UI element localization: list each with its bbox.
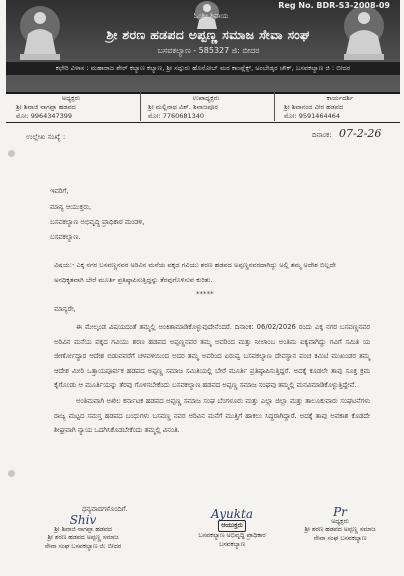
bearer-name: ಶ್ರೀ ಶಿವಾಜಿ ನಾಗಪ್ಪಾ ಹಡಪದ [16, 103, 76, 111]
bearer-title: ಅಧ್ಯಕ್ಷರು [61, 94, 81, 102]
signature-line: ಶ್ರೀ ಶಿವಾಜಿ ನಾಗಪ್ಪಾ ಹಡಪದ [54, 525, 112, 533]
recipient-line-3: ಬಸವಕಲ್ಯಾಣ. [50, 233, 81, 241]
body-paragraph: ಈ ಮೇಲ್ಕಂಡ ವಿಷಯದಂತೆ ತಮ್ಮಲ್ಲಿ ಅಂಕಿತಾಮಾಡಿಕೊಳ್ಳುವುದೇನೆಂದರೆ. ದಿನಾಂಕ: 06/02/2026 ರಂದು ಎಕ್ಕ ನಗರ ಬಸವಣ್ಣನವರ ಅರಿವಿನ ಮನೆಯ ಪಕ್ಕದ ಗವಿಯು ಶರಣ ಹಡಪದ ಅಪ್ಪಣ್ಣನವರ ತಮ್ಮ ಅವರಿಂದ ಮತ್ತು ನೀಲಾಂಬ ಅಂತಿಮ ಐಕ್ಯವಾಗಿದ್ದು ಗವಿಗೆ ಸಮಿತಿ ಯ ಜೀರ್ಣೋದ್ಧಾರ ಆದೇಶ ಬಿಡುವವರೆಗೆ ಚಳವಳಿಯಿಂದ ಅದರ ತಮ್ಮ ಅವರಿಂದ ಏರುವ್ವ ಬಸವಕಲ್ಯಾಣ ದೇವಸ್ಥಾನ ಪಂಚ ಕಮಿಟಿ ಮುಖಂಡರ ತಮ್ಮ ಆದೇಶ ಮೀರಿ ಒತ್ತಾಯಪೂರ್ವಕ ಹಡಪದ ಅಪ್ಪಣ್ಣ ಸಮಾಜ ಸಮಿತಿಯಲ್ಲಿ ಬೇರೆ ಮೂರ್ತಿ ಪ್ರತಿಷ್ಠಾಪಿಸುತ್ತಿದ್ದರೆ. ಅದಕ್ಕೆ ಕೂಡಲೇ ತಾವು ಸೂಕ್ತ ಕ್ರಮ ಕೈಗೊಂಡು ಆ ಮೂರ್ತಿಯನ್ನು ತೆರವು ಗೊಳಿಸಬೇಕೆಂದು ಬಸವಕಲ್ಯಾಣ ಹಡಪದ ಅಪ್ಪಣ್ಣ ಸಮಾಜ ಸಂಘವು ತಮ್ಮಲ್ಲಿ ಮನವಿಮಾಡಿಕೊಳ್ಳುತ್ತಿದ್ದೇವೆ. [54, 323, 370, 390]
bearer-phone: ಮೋ: 7760681340 [148, 112, 205, 120]
signature-line: ಸೇವಾ ಸಂಘ ಬಸವಕಲ್ಯಾಣ ಜಿ: ಬೀದರ [44, 542, 122, 550]
recipient-line-1: ಮಾನ್ಯ ಆಯುಕ್ತರು, [50, 203, 92, 211]
signature-line: ಬಸವಕಲ್ಯಾಣ [218, 540, 246, 548]
body-paragraph: ಅಂತಿಮವಾಗಿ ಅಖಿಲ ಕರ್ನಾಟಕ ಹಡಪದ ಅಪ್ಪಣ್ಣ ಸಮಾಜ ಸಂಘ ಬೆಂಗಳೂರು ಮತ್ತು ಎಲ್ಲಾ ಜಿಲ್ಲಾ ಮತ್ತು ತಾಲೂಕುವಾರು ಸಂಘಟನೆಗಳು ರಾಜ್ಯ ಮಟ್ಟದ ಸಮಸ್ತ ಹಡಪದ ಬಂಧುಗಳು ಬಸವಣ್ಣ ನವರ ಅರಿವಿನ ಮನೆಗೆ ಮುತ್ತಿಗೆ ಹಾಕಲು ಸಿದ್ಧರಾಗಿದ್ದಾರೆ. ಅದಕ್ಕೆ ತಾವು ಅವಕಾಶ ಕೊಡದೇ ಶೀಘ್ರವಾಗಿ ನ್ಯಾಯ ಒದಗಿಸಿಕೊಡಬೇಕೆಂದು ತಮ್ಮಲ್ಲಿ ವಿನಂತಿ. [54, 396, 370, 435]
salutation: ಮಾನ್ಯರೇ, [54, 305, 76, 313]
office-bearers [6, 92, 400, 123]
bearer-name: ಶ್ರೀ ಶಿವಾನಂದ ವೀರ ಹಡಪದ [284, 103, 344, 111]
recipient-line-2: ಬಸವಕಲ್ಯಾಣ ಅಭಿವೃದ್ಧಿ ಪ್ರಾಧಿಕಾರ ಮಂಡಳಿ, [50, 218, 145, 226]
signature-line: ಶ್ರೀ ಶರಣ ಹಡಪದ ಅಪ್ಪಣ್ಣ ಸಮಾಜ [47, 534, 119, 541]
bearer-president [16, 94, 126, 121]
signature-scrawl: Pr [333, 505, 347, 519]
saint-figure-right [336, 4, 392, 62]
divider [140, 92, 141, 121]
official-stamp: ಆಯುಕ್ತರು [218, 520, 246, 533]
signature-title: ಅಧ್ಯಕ್ಷರು [331, 517, 349, 525]
bearer-phone: ಮೋ: 9964347399 [16, 112, 73, 120]
saint-figure-left [12, 4, 68, 62]
signature-block-right [288, 505, 392, 543]
bearer-vice-president [148, 94, 264, 121]
recipient-to: ಇವರಿಗೆ, [50, 187, 69, 195]
reference-number-label: ಉಲ್ಲೇಖ ಸಂಖ್ಯೆ : [26, 133, 66, 141]
signature-block-center [176, 507, 288, 549]
letter-body [54, 320, 370, 439]
bearer-secretary [284, 94, 396, 121]
signature-line: ಸೇವಾ ಸಂಘ ಬಸವಕಲ್ಯಾಣ [313, 534, 367, 542]
organization-city: ಬಸವಕಲ್ಯಾಣ - 585327 ಜಿ: ಬೀದರ [157, 46, 260, 55]
separator-stars: ***** [196, 290, 214, 298]
letter-subject: ವಿಷಯ:- ಎಕ್ಕ ನಗರ ಬಸವಣ್ಣನವರ ಅರಿವಿನ ಮನೆಯ ಪಕ್ಕದ ಗವಿಯು ಶರಣ ಹಡಪದ ಅಪ್ಪಣ್ಣನವರದಾಗಿದ್ದು ಅಲ್ಲಿ ತಮ್ಮ ಅದೇಶ ಬಿಲ್ಲದೇ ಅನಧಿಕೃತವಾಗಿ ಬೇರೆ ಮೂರ್ತಿ ಪ್ರತಿಷ್ಠಾಪಿಸುತ್ತಿದ್ದನ್ನು ತೆರವುಗೊಳಿಸುವ ಕುರಿತು. [54, 261, 336, 284]
divider [274, 92, 275, 121]
punch-hole [8, 150, 15, 157]
date-value: 07-2-26 [339, 127, 382, 140]
signature-scrawl: Shiv [69, 513, 97, 527]
closing: ಧನ್ಯವಾದಗಳೊಂದಿಗೆ. [82, 505, 128, 513]
bearer-name: ಶ್ರೀ ಮಲ್ಲಿನಾಥ ವಿಶ್. ಶಿವಾಜಪೂರ [148, 103, 218, 111]
bearer-title: ಉಪಾಧ್ಯಕ್ಷರು [192, 94, 220, 102]
signature-block-left [28, 513, 138, 551]
punch-hole [8, 470, 15, 477]
deity-caption: ಓಂಶ್ರೀ ಶಿವಾಯ [193, 12, 229, 20]
signature-scrawl: Ayukta [211, 507, 253, 521]
registration-number: Reg No. BDR-S3-2008-09 [278, 1, 390, 10]
organization-name: ಶ್ರೀ ಶರಣ ಹಡಪದ ಅಪ್ಪಣ್ಣ ಸಮಾಜ ಸೇವಾ ಸಂಘ [106, 27, 310, 42]
letterhead [6, 0, 400, 94]
bearer-title: ಕಾರ್ಯದರ್ಶಿ [326, 94, 354, 102]
date-label: ದಿನಾಂಕ: [312, 131, 332, 139]
signature-line: ಶ್ರೀ ಶರಣ ಹಡಪದ ಅಪ್ಪಣ್ಣ ಸಮಾಜ [304, 526, 376, 533]
bearer-phone: ಮೋ: 9591464464 [284, 112, 341, 120]
office-address: ಕಛೇರಿ ವಿಳಾಸ : ಮಹಾರಾಜ ಶೇರ್ ಕಲ್ಯಾಣ ಕಲ್ಯಾಣ, ಶ್ರೀ ಸದ್ಗುರು ಹೊನೋಬ್ ಮಠ ಕಾಂಪ್ಲೆಕ್ಸ್, ಅಂಬೇಡ್ಕರ ಚೌಕ್, ಬಸವಕಲ್ಯಾಣ ಜಿ : ಬೀದರ [6, 62, 400, 75]
signature-line: ಬಸವಕಲ್ಯಾಣ ಅಭಿವೃದ್ಧಿ ಪ್ರಾಧಿಕಾರ [198, 532, 266, 539]
